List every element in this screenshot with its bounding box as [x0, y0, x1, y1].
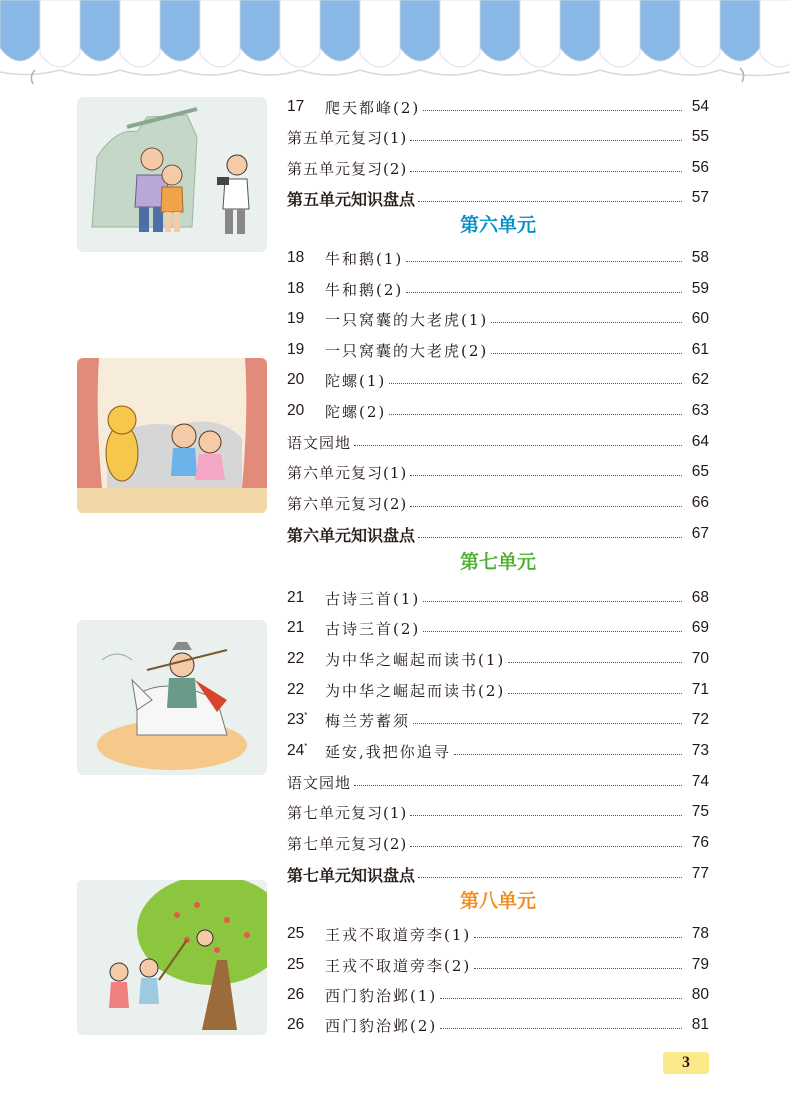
toc-entry[interactable]	[287, 798, 709, 826]
toc-entry[interactable]	[287, 123, 709, 151]
general-on-horse-illustration	[77, 620, 267, 775]
lesson-number: 23*	[287, 710, 308, 729]
lesson-number: 20	[287, 402, 305, 419]
lesson-number: 22	[287, 650, 305, 667]
lesson-number: 26	[287, 986, 305, 1003]
entry-page-number: 55	[691, 128, 709, 145]
lesson-number: 22	[287, 681, 305, 698]
entry-title: 语文园地	[287, 433, 352, 452]
toc-entry[interactable]	[287, 458, 709, 486]
dot-leader	[491, 353, 682, 354]
dot-leader	[508, 662, 682, 663]
entry-page-number: 57	[691, 189, 709, 206]
dot-leader	[454, 754, 682, 755]
entry-title: 古诗三首(2)	[325, 619, 421, 638]
entry-title: 西门豹治邺(2)	[325, 1016, 438, 1035]
unit-heading: 第八单元	[459, 890, 536, 912]
toc-entry[interactable]	[287, 244, 709, 272]
entry-page-number: 75	[691, 803, 709, 820]
awning-stripe	[160, 0, 200, 61]
page-number: 3	[663, 1052, 709, 1074]
dot-leader	[354, 445, 682, 446]
unit-heading: 第六单元	[459, 214, 536, 236]
entry-page-number: 58	[691, 249, 709, 266]
awning-stripe	[440, 0, 480, 67]
dot-leader	[491, 322, 682, 323]
toc-entry[interactable]	[287, 397, 709, 425]
entry-page-number: 69	[691, 619, 709, 636]
entry-title: 古诗三首(1)	[325, 589, 421, 608]
entry-page-number: 67	[691, 525, 709, 542]
entry-page-number: 59	[691, 280, 709, 297]
dot-leader	[423, 110, 682, 111]
entry-page-number: 64	[691, 433, 709, 450]
lesson-number: 21	[287, 619, 305, 636]
entry-page-number: 71	[691, 681, 709, 698]
entry-page-number: 74	[691, 773, 709, 790]
toc-entry[interactable]	[287, 860, 709, 888]
toc-entry[interactable]	[287, 706, 709, 734]
entry-title: 牛和鹅(2)	[325, 280, 404, 299]
toc-entry[interactable]	[287, 184, 709, 212]
dot-leader	[418, 201, 682, 202]
awning-stripe	[560, 0, 600, 61]
entry-title: 为中华之崛起而读书(2)	[325, 681, 506, 700]
awning-stripe	[520, 0, 560, 67]
toc-entry[interactable]	[287, 676, 709, 704]
entry-title: 第六单元复习(2)	[287, 494, 408, 513]
toc-entry[interactable]	[287, 336, 709, 364]
entry-page-number: 72	[691, 711, 709, 728]
great-wall-tourists-illustration	[77, 97, 267, 252]
awning-stripe	[480, 0, 520, 61]
awning-stripe	[720, 0, 760, 61]
dot-leader	[423, 601, 682, 602]
toc-entry[interactable]	[287, 93, 709, 121]
dot-leader	[410, 846, 682, 847]
entry-page-number: 66	[691, 494, 709, 511]
lesson-number: 19	[287, 310, 305, 327]
lesson-number: 19	[287, 341, 305, 358]
toc-entry[interactable]	[287, 920, 709, 948]
dot-leader	[418, 537, 682, 538]
entry-page-number: 68	[691, 589, 709, 606]
entry-title: 王戎不取道旁李(2)	[325, 956, 472, 975]
entry-title: 第五单元复习(2)	[287, 159, 408, 178]
dot-leader	[389, 414, 682, 415]
entry-page-number: 62	[691, 371, 709, 388]
entry-page-number: 81	[691, 1016, 709, 1033]
tiger-stage-play-illustration	[77, 358, 267, 513]
dot-leader	[410, 475, 682, 476]
lesson-number: 21	[287, 589, 305, 606]
toc-entry[interactable]	[287, 1011, 709, 1039]
optional-marker: *	[304, 741, 308, 751]
optional-marker: *	[304, 710, 308, 720]
entry-title: 一只窝囊的大老虎(1)	[325, 310, 489, 329]
entry-title: 王戎不取道旁李(1)	[325, 925, 472, 944]
awning-stripe	[80, 0, 120, 61]
awning-stripe	[0, 0, 40, 61]
lesson-number: 17	[287, 98, 305, 115]
entry-title: 西门豹治邺(1)	[325, 986, 438, 1005]
dot-leader	[418, 877, 682, 878]
awning-stripe	[120, 0, 160, 67]
toc-entry[interactable]	[287, 366, 709, 394]
children-plum-tree-illustration	[77, 880, 267, 1035]
dot-leader	[389, 383, 682, 384]
toc-entry[interactable]	[287, 981, 709, 1009]
dot-leader	[410, 506, 682, 507]
entry-title: 第七单元知识盘点	[287, 865, 416, 885]
entry-title: 第七单元复习(1)	[287, 803, 408, 822]
entry-title: 延安,我把你追寻	[325, 742, 451, 761]
lesson-number: 25	[287, 925, 305, 942]
entry-page-number: 80	[691, 986, 709, 1003]
awning-stripe	[680, 0, 720, 67]
awning-stripe	[320, 0, 360, 61]
entry-title: 第六单元知识盘点	[287, 525, 416, 545]
toc-entry[interactable]	[287, 645, 709, 673]
dot-leader	[354, 785, 682, 786]
toc-entry[interactable]	[287, 737, 709, 765]
awning-decoration	[0, 0, 790, 90]
entry-page-number: 77	[691, 865, 709, 882]
entry-page-number: 63	[691, 402, 709, 419]
awning-stripe	[360, 0, 400, 67]
toc-entry[interactable]	[287, 829, 709, 857]
toc-entry[interactable]	[287, 305, 709, 333]
entry-page-number: 79	[691, 956, 709, 973]
entry-title: 第六单元复习(1)	[287, 463, 408, 482]
entry-page-number: 70	[691, 650, 709, 667]
awning-stripe	[600, 0, 640, 67]
lesson-number: 20	[287, 371, 305, 388]
dot-leader	[406, 261, 682, 262]
dot-leader	[440, 998, 682, 999]
lesson-number: 18	[287, 280, 305, 297]
entry-title: 陀螺(2)	[325, 402, 387, 421]
lesson-number: 26	[287, 1016, 305, 1033]
entry-page-number: 76	[691, 834, 709, 851]
lesson-number: 24*	[287, 741, 308, 760]
toc-entry[interactable]	[287, 275, 709, 303]
entry-page-number: 60	[691, 310, 709, 327]
entry-page-number: 56	[691, 159, 709, 176]
awning-stripe	[40, 0, 80, 67]
toc-entry[interactable]	[287, 154, 709, 182]
dot-leader	[410, 140, 682, 141]
dot-leader	[508, 693, 682, 694]
entry-page-number: 73	[691, 742, 709, 759]
dot-leader	[440, 1028, 682, 1029]
dot-leader	[410, 815, 682, 816]
dot-leader	[474, 937, 682, 938]
dot-leader	[474, 968, 682, 969]
dot-leader	[413, 723, 682, 724]
dot-leader	[410, 171, 682, 172]
entry-page-number: 65	[691, 463, 709, 480]
awning-stripe	[760, 0, 790, 67]
awning-stripe	[640, 0, 680, 61]
toc-entry[interactable]	[287, 768, 709, 796]
awning-stripe	[200, 0, 240, 67]
entry-title: 一只窝囊的大老虎(2)	[325, 341, 489, 360]
entry-title: 语文园地	[287, 773, 352, 792]
lesson-number: 25	[287, 956, 305, 973]
entry-title: 牛和鹅(1)	[325, 249, 404, 268]
entry-page-number: 61	[691, 341, 709, 358]
entry-title: 第五单元知识盘点	[287, 189, 416, 209]
entry-title: 第五单元复习(1)	[287, 128, 408, 147]
entry-title: 为中华之崛起而读书(1)	[325, 650, 506, 669]
lesson-number: 18	[287, 249, 305, 266]
dot-leader	[406, 292, 682, 293]
unit-heading: 第七单元	[459, 551, 536, 573]
toc-entry[interactable]	[287, 489, 709, 517]
toc-entry[interactable]	[287, 584, 709, 612]
awning-stripe	[280, 0, 320, 67]
awning-stripe	[240, 0, 280, 61]
entry-title: 第七单元复习(2)	[287, 834, 408, 853]
toc-entry[interactable]	[287, 520, 709, 548]
awning-stripe	[400, 0, 440, 61]
entry-title: 梅兰芳蓄须	[325, 711, 411, 730]
entry-page-number: 78	[691, 925, 709, 942]
entry-title: 爬天都峰(2)	[325, 98, 421, 117]
toc-entry[interactable]	[287, 951, 709, 979]
toc-entry[interactable]	[287, 614, 709, 642]
entry-page-number: 54	[691, 98, 709, 115]
dot-leader	[423, 631, 682, 632]
entry-title: 陀螺(1)	[325, 371, 387, 390]
toc-entry[interactable]	[287, 428, 709, 456]
